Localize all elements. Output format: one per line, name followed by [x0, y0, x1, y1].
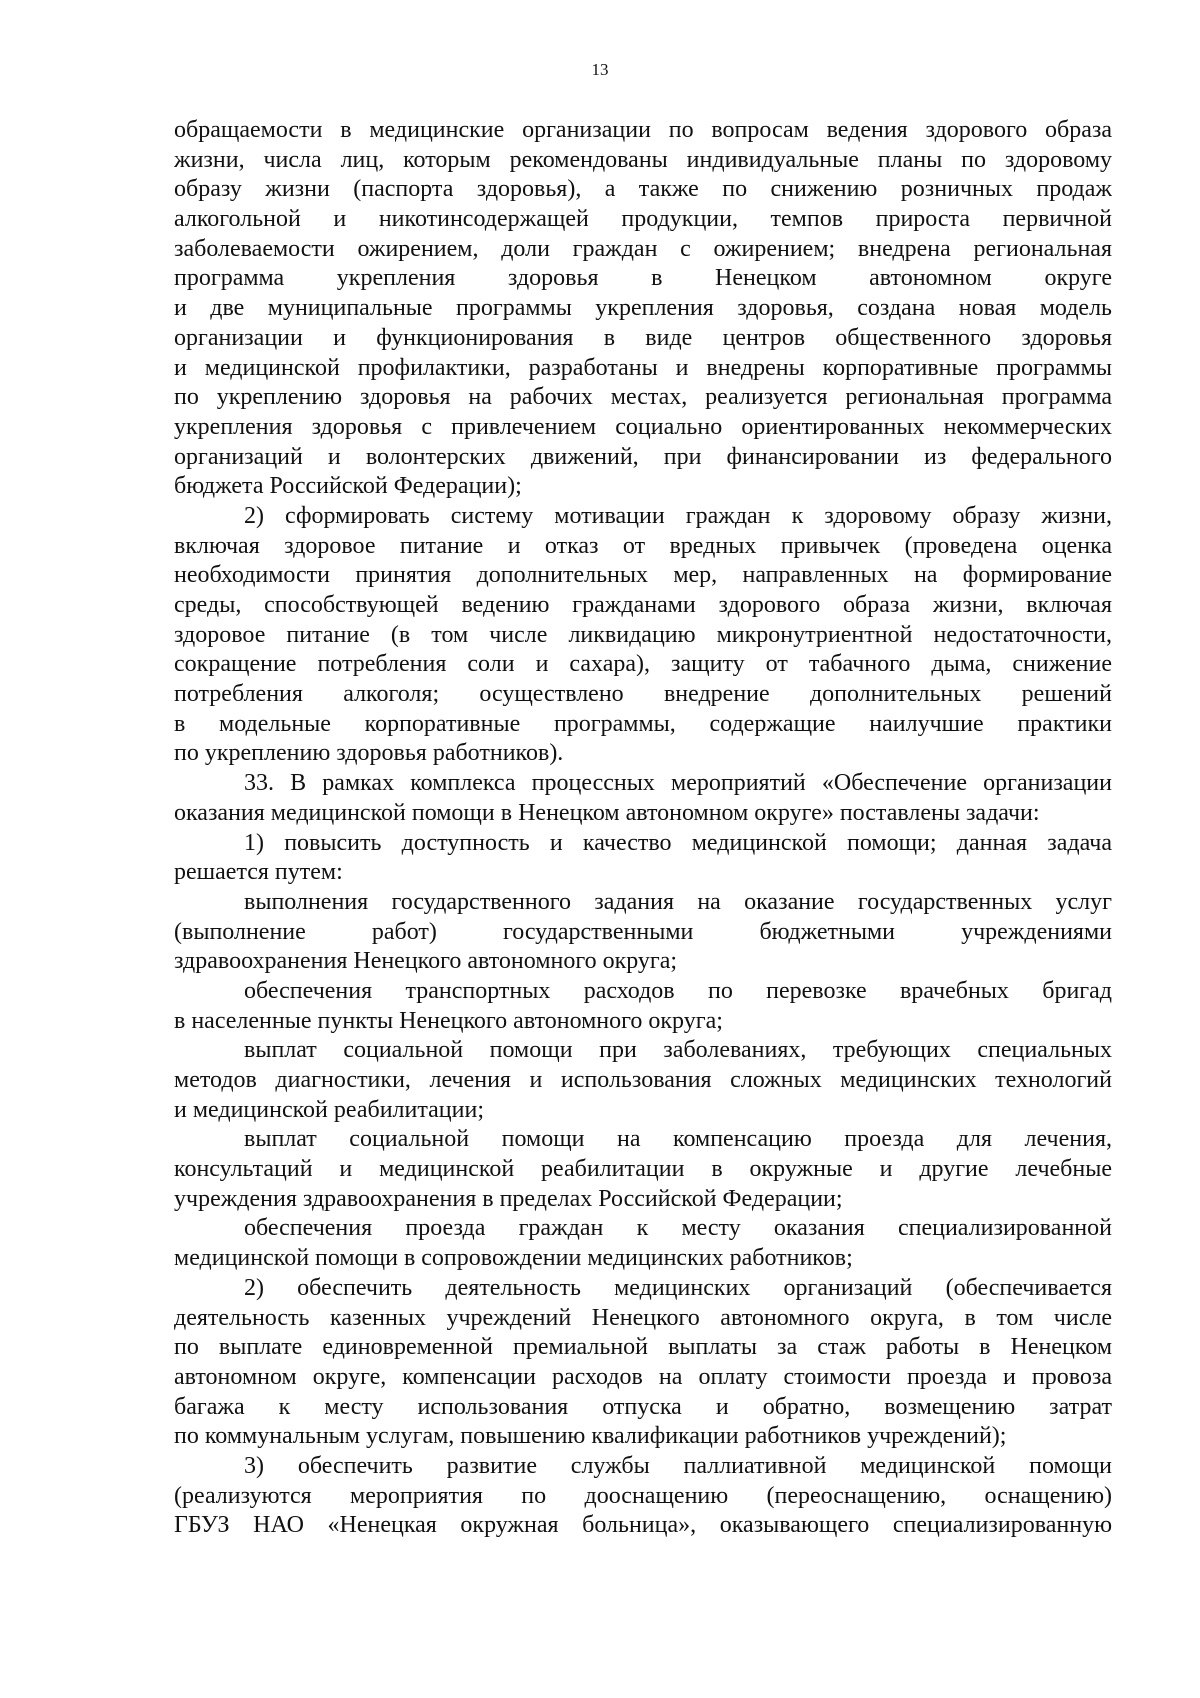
text-line: по выплате единовременной премиальной выплаты за стаж работы в Ненецком — [174, 1334, 1112, 1361]
text-line: здоровое питание (в том числе ликвидацию микронутриентной недостаточности, — [174, 621, 1112, 648]
text-line: методов диагностики, лечения и использования сложных медицинских технологий — [174, 1067, 1112, 1093]
text-line: и медицинской профилактики, разработаны и внедрены корпоративные программы — [174, 354, 1112, 381]
text-line: включая здоровое питание и отказ от вредных привычек (проведена оценка — [174, 532, 1112, 559]
text-line: по укреплению здоровья на рабочих местах, реализуется региональная программа — [174, 384, 1112, 411]
text-line: образу жизни (паспорта здоровья), а также по снижению розничных продаж — [174, 176, 1112, 203]
text-line: жизни, числа лиц, которым рекомендованы индивидуальные планы по здоровому — [174, 146, 1112, 173]
text-line: обеспечения транспортных расходов по перевозке врачебных бригад — [244, 977, 1112, 1004]
text-line: решается путем: — [174, 859, 343, 886]
text-line: программа укрепления здоровья в Ненецком автономном округе — [174, 265, 1112, 292]
text-line: укрепления здоровья с привлечением социально ориентированных некоммерческих — [174, 413, 1112, 440]
text-line: по коммунальным услугам, повышению квалификации работников учреждений); — [174, 1423, 1007, 1450]
text-line: багажа к месту использования отпуска и обратно, возмещению затрат — [174, 1393, 1112, 1420]
text-line: 33. В рамках комплекса процессных мероприятий «Обеспечение организации — [244, 770, 1112, 797]
text-line: учреждения здравоохранения в пределах Российской Федерации; — [174, 1185, 843, 1212]
text-line: деятельность казенных учреждений Ненецкого автономного округа, в том числе — [174, 1304, 1112, 1331]
text-line: оказания медицинской помощи в Ненецком автономном округе» поставлены задачи: — [174, 799, 1040, 826]
text-line: 2) обеспечить деятельность медицинских организаций (обеспечивается — [244, 1274, 1112, 1301]
text-line: организаций и волонтерских движений, при финансировании из федерального — [174, 443, 1112, 470]
text-line: 3) обеспечить развитие службы паллиативной медицинской помощи — [244, 1452, 1112, 1479]
text-line: ГБУЗ НАО «Ненецкая окружная больница», оказывающего специализированную — [174, 1512, 1112, 1539]
text-line: консультаций и медицинской реабилитации в окружные и другие лечебные — [174, 1156, 1112, 1183]
text-line: в модельные корпоративные программы, содержащие наилучшие практики — [174, 710, 1112, 737]
text-line: заболеваемости ожирением, доли граждан с ожирением; внедрена региональная — [174, 235, 1112, 262]
text-line: 1) повысить доступность и качество медицинской помощи; данная задача — [244, 829, 1112, 856]
text-line: обеспечения проезда граждан к месту оказания специализированной — [244, 1215, 1112, 1242]
text-line: в населенные пункты Ненецкого автономного округа; — [174, 1007, 723, 1034]
text-line: сокращение потребления соли и сахара), защиту от табачного дыма, снижение — [174, 651, 1112, 678]
text-line: автономном округе, компенсации расходов на оплату стоимости проезда и провоза — [174, 1363, 1112, 1390]
text-line: 2) сформировать систему мотивации граждан к здоровому образу жизни, — [244, 502, 1112, 529]
text-line: медицинской помощи в сопровождении медицинских работников; — [174, 1245, 853, 1272]
text-line: здравоохранения Ненецкого автономного округа; — [174, 948, 678, 975]
text-line: выплат социальной помощи на компенсацию проезда для лечения, — [244, 1126, 1112, 1153]
text-line: бюджета Российской Федерации); — [174, 473, 522, 500]
text-line: алкогольной и никотинсодержащей продукции, темпов прироста первичной — [174, 206, 1112, 233]
text-line: и две муниципальные программы укрепления здоровья, создана новая модель — [174, 295, 1112, 322]
text-line: необходимости принятия дополнительных мер, направленных на формирование — [174, 562, 1112, 589]
text-line: (реализуются мероприятия по дооснащению (переоснащению, оснащению) — [174, 1482, 1112, 1509]
text-line: потребления алкоголя; осуществлено внедрение дополнительных решений — [174, 681, 1112, 708]
page-number: 13 — [591, 60, 609, 79]
text-line: среды, способствующей ведению гражданами здорового образа жизни, включая — [174, 592, 1112, 618]
text-line: по укреплению здоровья работников). — [174, 740, 564, 767]
text-line: обращаемости в медицинские организации по вопросам ведения здорового образа — [174, 117, 1112, 143]
text-line: выполнения государственного задания на оказание государственных услуг — [244, 888, 1112, 915]
text-line: (выполнение работ) государственными бюджетными учреждениями — [174, 918, 1112, 945]
text-line: и медицинской реабилитации; — [174, 1096, 484, 1123]
text-line: выплат социальной помощи при заболеваниях, требующих специальных — [244, 1037, 1112, 1064]
body-text — [174, 116, 1112, 1541]
text-line: организации и функционирования в виде центров общественного здоровья — [174, 324, 1112, 351]
